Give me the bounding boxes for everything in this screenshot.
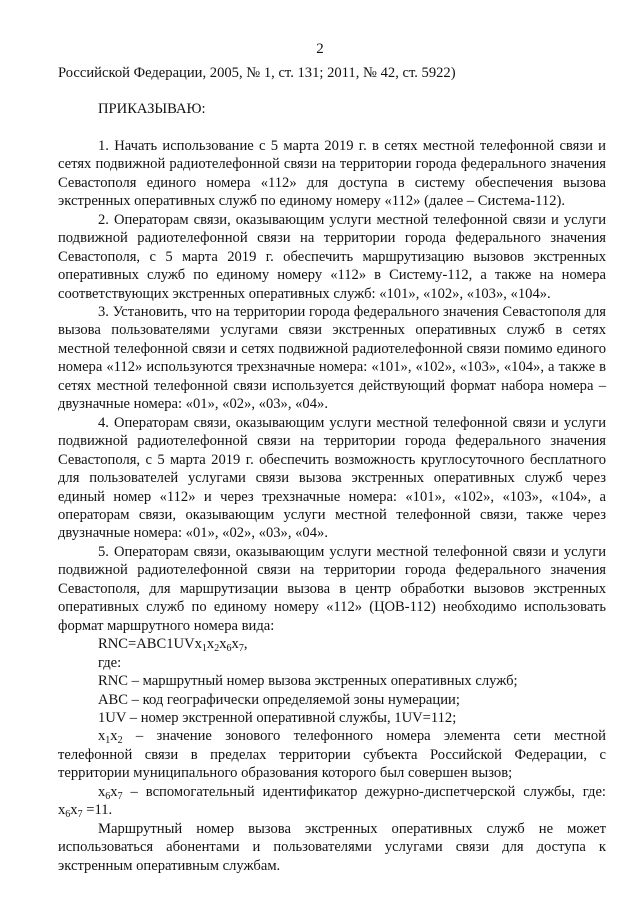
item-5: 5. Операторам связи, оказывающим услуги местной телефонной связи и услуги подвижной радиотелефонной связи на территории города федерального значения Севастополя, для маршрутизации вызова в центр обработки вызовов экстренных оперативных служб по единому номеру «112» (ЦОВ-112) необходимо использовать формат маршрутного номера вида: [58,543,606,634]
item-3: 3. Установить, что на территории города федерального значения Севастополя для вызова пользователями услугами связи экстренных оперативных служб в сетях местной телефонной связи и сетях подвижной радиотелефонной связи помимо единого номера «112» используются трехзначные номера: «101», «102», «103», «104», а также в сетях местной телефонной связи используется действующий формат набора номера – двузначные номера: «01», «02», «03», «04». [58,303,606,413]
item-2: 2. Операторам связи, оказывающим услуги местной телефонной связи и услуги подвижной радиотелефонной связи на территории города федерального значения Севастополя, с 5 марта 2019 г. обеспечить маршрутизацию вызовов экстренных оперативных служб по единому номеру «112» в Систему-112, а также на номера соответствующих экстренных оперативных служб: «101», «102», «103», «104». [58,211,606,302]
order-heading: ПРИКАЗЫВАЮ: [98,101,206,118]
intro-tail: Российской Федерации, 2005, № 1, ст. 131; 2011, № 42, ст. 5922) [58,65,456,81]
final-paragraph: Маршрутный номер вызова экстренных оперативных служб не может использоваться абонентами и пользователями услугами связи для доступа к экстренным оперативным службам. [58,820,606,874]
def-x6x7: $x_6x_7$ – вспомогательный идентификатор дежурно-диспетчерской службы, где: $x_6x_7 =11$. [58,783,606,821]
page-number: 2 [316,41,324,57]
def-x1x2: $x_1x_2$ – значение зонового телефонного номера элемента сети местной телефонной связи в пределах территории субъекта Российской Федерации, с территории муниципального образования которого был совершен вызов; [58,728,606,782]
where-label: где: [98,654,122,671]
route-number-formula: $RNC=ABC1UVx_1x_2x_6x_7$, [98,636,248,655]
def-rnc: RNC – маршрутный номер вызова экстренных оперативных служб; [98,673,518,690]
item-4: 4. Операторам связи, оказывающим услуги местной телефонной связи и услуги подвижной радиотелефонной связи на территории города федерального значения Севастополя, с 5 марта 2019 г. обеспечить возможность круглосуточного бесплатного для пользователей услугами связи вызова экстренных оперативных служб через единый номер «112» и через трехзначные номера: «101», «102», «103», «104», а операторам связи, оказывающим услуги местной телефонной связи, также через двузначные номера: «01», «02», «03», «04». [58,414,606,542]
item-1: 1. Начать использование с 5 марта 2019 г. в сетях местной телефонной связи и сетях подвижной радиотелефонной связи на территории города федерального значения Севастополя единого номера «112» для доступа в систему обеспечения вызова экстренных оперативных служб по единому номеру «112» (далее – Система-112). [58,137,606,210]
document-body [58,64,606,875]
def-abc: ABC – код географически определяемой зоны нумерации; [98,691,460,708]
def-1uv: 1UV – номер экстренной оперативной службы, 1UV=112; [98,709,457,726]
